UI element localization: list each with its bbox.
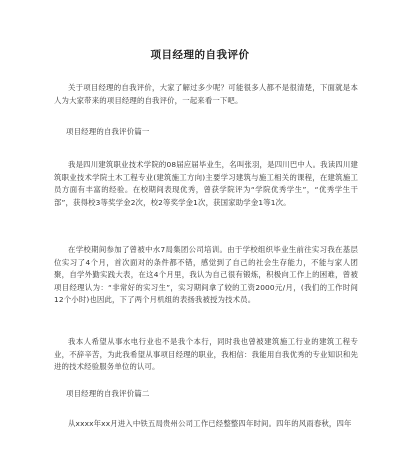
paragraph-4: 从xxxx年xx月进入中铁五局贵州公司工作已经整整四年时间。四年的风雨春秋，四年 — [68, 419, 352, 428]
section-heading-2: 项目经理的自我评价篇二 — [66, 389, 150, 398]
intro-paragraph: 关于项目经理的自我评价，大家了解过多少呢？可能很多人都不是很清楚，下面就是本人为大家带来的项目经理的自我评价，一起来看一下吧。 — [54, 83, 358, 105]
paragraph-2: 在学校期间参加了曾被中水7局集团公司培训。由于学校组织毕业生前往实习我在基层位实习了4个月，首次面对的条件都不错，感觉到了自己的社会生存能力，不能与家人团聚，自学外勤实践大表，在这4个月里，我认为自己很有锻炼，积极向工作上的困难，曾被项目经理认为：“非常好的实习生”，实习期间拿了较的工资2000元/月，(我们的工作时间12个小时)也因此，下了两个月机组的表扬我被授为技术员。 — [54, 245, 358, 305]
paragraph-1: 我是四川建筑职业技术学院的08届应届毕业生，名叫张羽，是四川巴中人。我读四川建筑职业技术学院土木工程专业(建筑施工方向)主要学习建筑与施工相关的课程，在建筑施工员方面有丰富的经验。在校期间表现优秀，曾获学院评为“学院优秀学生”，“优秀学生干部”，获得校3等奖学金2次，校2等奖学金1次，获国家助学金1等1次。 — [54, 160, 358, 207]
page-title: 项目经理的自我评价 — [150, 49, 250, 61]
section-heading-1: 项目经理的自我评价篇一 — [66, 127, 150, 136]
paragraph-3: 我本人希望从事水电行业也不是我个本行，同时我也曾被建筑施工行业的建筑工程专业，不辞辛苦，为此我希望从事项目经理的职业，我相信：我能用自我优秀的专业知识和先进的技术经验服务单位的认可。 — [54, 337, 358, 372]
